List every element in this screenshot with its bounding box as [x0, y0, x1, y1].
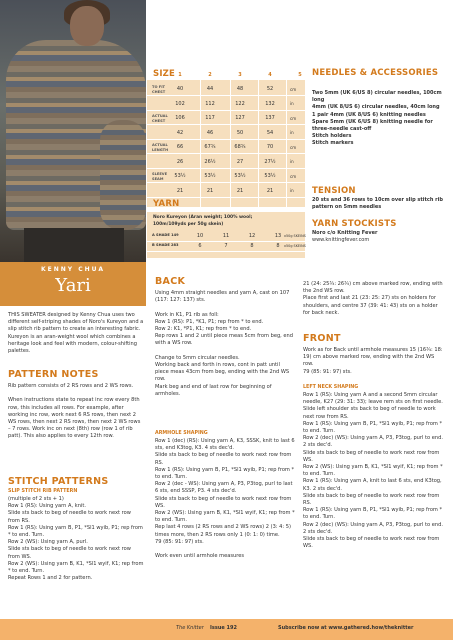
size-header-4: 4 [268, 72, 272, 78]
size-cell: 21 [266, 187, 274, 194]
size-unit: in [290, 101, 294, 106]
size-cell: 40 [176, 86, 184, 92]
footer-issue: Issue 192 [210, 625, 237, 631]
yarn-cell: 13 [274, 233, 282, 239]
size-row-label: TO FIT CHEST [152, 85, 166, 94]
slip-stitch-subheading: SLIP STITCH RIB PATTERN [8, 489, 78, 494]
footer-subscribe[interactable]: Subscribe now at www.gathered.how/theknitter [278, 625, 414, 631]
size-unit: cm [290, 144, 297, 150]
size-cell: 48 [236, 86, 244, 92]
yarn-heading: YARN [153, 199, 180, 209]
size-cell: 21 [176, 187, 184, 194]
size-cell: 21 [236, 187, 244, 194]
size-cell: 42 [176, 129, 184, 136]
yarn-unit: x50g SKEINS [284, 233, 306, 238]
size-cell: 52 [266, 86, 274, 92]
size-cell: 50 [236, 129, 244, 136]
size-header-2: 2 [208, 72, 212, 78]
size-cell: 70 [266, 144, 274, 150]
yarn-row-divider [147, 241, 305, 242]
size-row-divider [147, 124, 305, 125]
size-header-5: 5 [298, 72, 302, 78]
tension-heading: TENSION [312, 186, 356, 196]
stockists-line1: Noro c/o Knitting Fever [312, 230, 378, 236]
stockists-heading: YARN STOCKISTS [312, 219, 397, 229]
yarn-cell: 10 [196, 233, 204, 239]
size-heading: SIZE [153, 69, 176, 79]
armhole-subheading: ARMHOLE SHAPING [155, 431, 208, 436]
size-col-divider [286, 80, 287, 207]
yarn-cell: 12 [248, 233, 256, 239]
pattern-notes-heading: PATTERN NOTES [8, 369, 99, 380]
size-row-divider [147, 139, 305, 140]
sweater-photo [0, 0, 146, 262]
size-cell: 54 [266, 129, 274, 136]
yarn-row-label: A SHADE 149 [152, 233, 179, 237]
size-cell: 66 [176, 144, 184, 150]
tension-text: 20 sts and 36 rows to 10cm over slip stitch rib pattern on 5mm needles [312, 197, 443, 211]
size-header-3: 3 [238, 72, 242, 78]
front-text: Work as for Back until armhole measures 15 (16¾: 18: 19) cm above marked row, ending with the 2nd WS row. 79 (85: 91: 97) sts. [303, 347, 443, 375]
pattern-notes-text: Rib pattern consists of 2 RS rows and 2 WS rows. When instructions state to repeat inc row every 8th row, this includes all rows. For example, after working inc row, work next 6 RS rows, then next 2 WS rows, then next 2 RS rows, then next 2 WS rows – 7 rows. Work inc on next (8th) row (row 1 of rib patt). This also applies to every 12th row. [8, 383, 141, 440]
size-unit: in [290, 159, 294, 164]
size-cell: 132 [265, 100, 275, 107]
size-col-divider [258, 80, 259, 207]
size-unit: in [290, 130, 294, 135]
designer-name: KENNY CHUA [41, 266, 105, 273]
stockists-line2[interactable]: www.knittingfever.com [312, 237, 370, 243]
stitch-patterns-heading: STITCH PATTERNS [8, 476, 109, 487]
size-row-label: ACTUAL LENGTH [152, 143, 169, 152]
armhole-text: Row 1 (dec) (RS): Using yarn A, K3, SSSK, knit to last 6 sts, end K3tog, K3. 4 sts dec'd. Slide sts back to beg of needle to work next row from RS. Row 1 (RS): Using yarn B, P1, *Sl1 wyib, P1; rep from * to end. Turn. Row 2 (dec - WS): Using yarn A, P3, P3tog, purl to last 6 sts, end SSSP, P3. 4 sts dec'd. Slide sts back to beg of needle to work next row from WS. Row 2 (WS): Using yarn B, K1, *Sl1 wyif, K1; rep from * to end. Turn. Rep last 4 rows (2 RS rows and 2 WS rows) 2 (3: 4: 5) times more, then 2 RS rows only 1 (0: 1: 0) time. 79 (85: 91: 97) sts. Work even until armhole measures [155, 438, 295, 560]
yarn-unit: x50g SKEINS [284, 243, 306, 248]
size-cell: 117 [205, 115, 215, 121]
left-neck-text: Row 1 (RS): Using yarn A and a second 5mm circular needle, K27 (29: 31: 33); leave rem sts on first needle. Slide left shoulder sts back to beg of needle to work next row from RS. Row 1 (RS): Using yarn B, P1, *Sl1 wyib, P1; rep from * to end. Turn. Row 2 (dec) (WS): Using yarn A, P3, P3tog, purl to end. 2 sts dec'd. Slide sts back to beg of needle to work next row from WS. Row 2 (WS): Using yarn B, K1, *Sl1 wyif, K1; rep from * to end. Turn. Row 1 (RS): Using yarn A, knit to last 6 sts, end K3tog, K3. 2 sts dec'd. Slide sts back to beg of needle to work next row from RS. Row 1 (RS): Using yarn B, P1, *Sl1 wyib, P1; rep from * to end. Turn. Row 2 (dec) (WS): Using yarn A, P3, P3tog, purl to end. 2 sts dec'd. Slide sts back to beg of needle to work next row from WS. [303, 392, 443, 550]
yarn-cell: 7 [224, 243, 228, 249]
size-row-divider [147, 110, 305, 111]
size-row-divider [147, 153, 305, 154]
size-cell: 112 [205, 100, 215, 107]
size-row-divider [147, 182, 305, 183]
footer-magazine: The Knitter [176, 625, 204, 631]
size-cell: 53½ [264, 173, 276, 179]
size-cell: 27½ [264, 158, 276, 165]
size-cell: 53½ [234, 173, 246, 179]
stitch-patterns-text: (multiple of 2 sts + 1) Row 1 (RS): Using yarn A, knit. Slide sts back to beg of needle to work next row from RS. Row 1 (RS): Using yarn B, P1, *Sl1 wyib, P1; rep from * to end. Turn. Row 2 (WS): Using yarn A, purl. Slide sts back to beg of needle to work next row from WS. Row 2 (WS): Using yarn B, K1, *Sl1 wyif, K1; rep from * to end. Turn. Repeat Rows 1 and 2 for pattern. [8, 496, 144, 582]
size-cell: 44 [206, 86, 214, 92]
size-row-divider [147, 95, 305, 96]
yarn-desc-2: 100m/109yds per 50g skein) [153, 222, 224, 227]
back-continued-text: 21 (24: 25¾: 26¾) cm above marked row, ending with the 2nd WS row. Place first and last 21 (23: 25: 27) sts on holders for shoulders, and centre 37 (39: 41: 43) sts on a holder for back neck. [303, 281, 443, 316]
yarn-cell: 11 [222, 233, 230, 239]
yarn-cell: 6 [198, 243, 202, 249]
size-unit: in [290, 188, 294, 193]
yarn-row-label: B SHADE 283 [152, 243, 179, 247]
size-cell: 27 [236, 158, 244, 165]
size-cell: 127 [235, 115, 245, 121]
yarn-desc-1: Noro Kureyon (Aran weight; 100% wool; [153, 215, 253, 220]
size-unit: cm [290, 115, 297, 121]
size-col-divider [230, 80, 231, 207]
front-heading: FRONT [303, 333, 341, 344]
size-cell: 137 [265, 115, 275, 121]
size-row-label: SLEEVE SEAM [152, 172, 168, 181]
size-cell: 26½ [204, 158, 216, 165]
yarn-row-divider [147, 251, 305, 252]
size-row-divider [147, 168, 305, 169]
size-cell: 67¾ [204, 144, 216, 150]
size-cell: 53½ [204, 173, 216, 179]
size-cell: 122 [235, 100, 245, 107]
back-heading: BACK [155, 276, 186, 287]
size-cell: 68¾ [234, 144, 246, 150]
size-cell: 53½ [174, 173, 186, 179]
size-cell: 26 [176, 158, 184, 165]
back-text: Using 4mm straight needles and yarn A, cast on 107 (117: 127: 137) sts. Work in K1, P1 rib as foll: Row 1 (RS): P1, *K1, P1; rep from * to end. Row 2: K1, *P1, K1; rep from * to end. Rep rows 1 and 2 until piece meas 5cm from beg, end with a WS row. Change to 5mm circular needles. Working back and forth in rows, cont in patt until piece meas 43cm from beg, ending with the 2nd WS row. Mark beg and end of last row for beginning of armholes. [155, 290, 294, 397]
intro-text: THIS SWEATER designed by Kenny Chua uses two different self-striping shades of Noro's Kureyon and a slip stitch rib pattern to create an interesting fabric. Kureyon is an aran-weight wool which combines a heritage look and feel with modern, colour-shifting palettes. [8, 312, 144, 355]
size-row-label: ACTUAL CHEST [152, 114, 168, 123]
yarn-cell: 8 [250, 243, 254, 249]
needles-text: Two 5mm (UK 6/US 8) circular needles, 100cm long 4mm (UK 8/US 6) circular needles, 40cm long 1 pair 4mm (UK 8/US 6) knitting needles Spare 5mm (UK 6/US 8) knitting needle for three-needle cast-off Stitch holders Stitch markers [312, 90, 442, 147]
size-cell: 102 [175, 100, 185, 107]
size-unit: cm [290, 173, 297, 179]
size-row-divider [147, 197, 305, 198]
size-cell: 46 [206, 129, 214, 136]
size-cell: 21 [206, 187, 214, 194]
size-header-1: 1 [178, 72, 182, 78]
size-col-divider [200, 80, 201, 207]
yarn-cell: 8 [276, 243, 280, 249]
size-unit: cm [290, 86, 297, 92]
size-cell: 106 [175, 115, 185, 121]
needles-heading: NEEDLES & ACCESSORIES [312, 68, 439, 78]
left-neck-subheading: LEFT NECK SHAPING [303, 385, 359, 390]
pattern-name: Yari [55, 275, 91, 296]
